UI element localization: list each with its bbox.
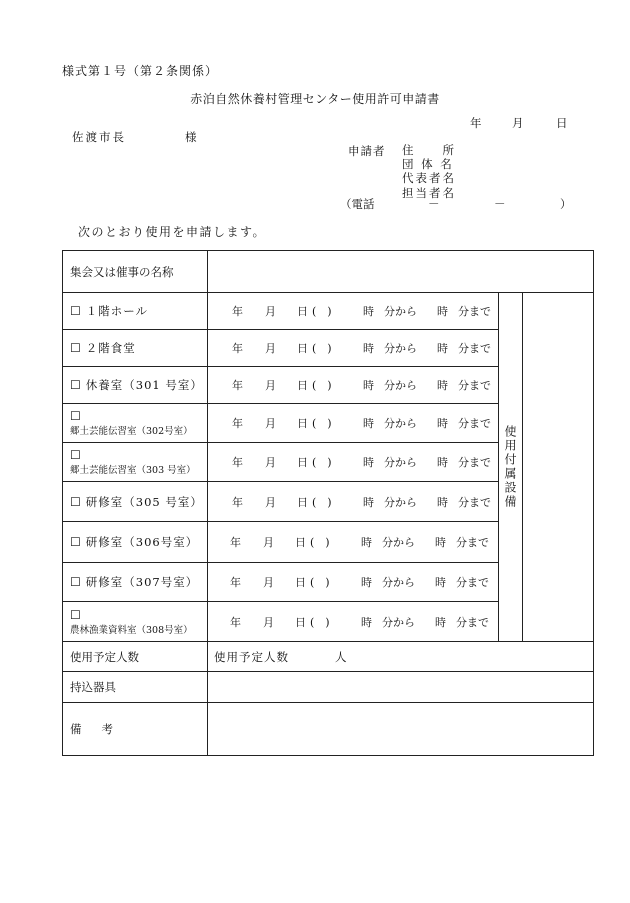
phone-close: ） <box>560 197 572 211</box>
phone-open: （電話 <box>340 197 375 211</box>
brought-items-field[interactable] <box>208 672 594 703</box>
applicant-contact-label: 担当者名 <box>402 185 456 200</box>
planned-people-field[interactable]: 使用予定人数 人 <box>208 642 594 672</box>
addressee-honorific: 様 <box>185 130 197 144</box>
applicant-info <box>402 143 456 200</box>
room-row-label[interactable]: ☐ 研修室（307号室） <box>63 563 208 602</box>
brought-items-label: 持込器具 <box>63 672 208 703</box>
table-row <box>63 703 594 756</box>
date-day: 日 <box>556 116 568 130</box>
remarks-field[interactable] <box>208 703 594 756</box>
room-row-label[interactable]: ☐ １階ホール <box>63 293 208 330</box>
room-row-label[interactable]: ☐郷土芸能伝習室（302号室） <box>63 404 208 443</box>
checkbox[interactable]: ☐ <box>70 494 82 509</box>
equipment-label-cell <box>499 293 523 642</box>
room-row-label[interactable]: ☐ 研修室（305 号室） <box>63 482 208 522</box>
checkbox[interactable]: ☐ <box>70 378 82 392</box>
date-month: 月 <box>512 116 524 130</box>
event-name-label: 集会又は催事の名称 <box>63 251 208 293</box>
table-row <box>63 642 594 672</box>
checkbox[interactable]: ☐ <box>70 575 82 589</box>
checkbox[interactable]: ☐ <box>70 607 81 622</box>
applicant-representative-label: 代表者名 <box>402 171 456 186</box>
room-row-label[interactable]: ☐農林漁業資料室（308号室） <box>63 602 208 642</box>
time-field[interactable]: 年 月 日 ( ) 時 分から 時 分まで <box>208 404 499 443</box>
time-field[interactable]: 年 月 日 ( ) 時 分から 時 分まで <box>208 563 499 602</box>
remarks-label: 備考 <box>63 703 208 756</box>
applicant-address-label: 住 所 <box>402 143 456 157</box>
application-table <box>62 250 594 756</box>
table-row <box>63 293 594 330</box>
time-field[interactable]: 年 月 日 ( ) 時 分から 時 分まで <box>208 330 499 367</box>
addressee-name: 佐渡市長 <box>72 130 126 144</box>
checkbox[interactable]: ☐ <box>70 409 81 423</box>
checkbox[interactable]: ☐ <box>70 535 82 549</box>
equipment-label: 使用付属設備 <box>503 425 517 509</box>
room-row-label[interactable]: ☐ 休養室（301 号室） <box>63 367 208 404</box>
phone-dash-2: － <box>494 197 506 211</box>
form-number: 様式第１号（第２条関係） <box>62 64 219 78</box>
checkbox[interactable]: ☐ <box>70 448 81 462</box>
date-year: 年 <box>470 116 482 130</box>
time-field[interactable]: 年 月 日 ( ) 時 分から 時 分まで <box>208 522 499 563</box>
time-field[interactable]: 年 月 日 ( ) 時 分から 時 分まで <box>208 293 499 330</box>
table-row <box>63 672 594 703</box>
applicant-group-label: 団 体 名 <box>402 157 454 172</box>
checkbox[interactable]: ☐ <box>70 341 82 355</box>
event-name-field[interactable] <box>208 251 594 293</box>
time-field[interactable]: 年 月 日 ( ) 時 分から 時 分まで <box>208 602 499 642</box>
planned-people-label: 使用予定人数 <box>63 642 208 672</box>
phone-dash-1: － <box>428 197 440 211</box>
applicant-label: 申請者 <box>348 144 386 158</box>
intro-text: 次のとおり使用を申請します。 <box>78 225 267 239</box>
time-field[interactable]: 年 月 日 ( ) 時 分から 時 分まで <box>208 482 499 522</box>
room-row-label[interactable]: ☐ ２階食堂 <box>63 330 208 367</box>
people-unit: 人 <box>335 649 348 664</box>
room-row-label[interactable]: ☐ 研修室（306号室） <box>63 522 208 563</box>
document-title: 赤泊自然休養村管理センター使用許可申請書 <box>190 92 440 106</box>
time-field[interactable]: 年 月 日 ( ) 時 分から 時 分まで <box>208 443 499 482</box>
room-row-label[interactable]: ☐郷土芸能伝習室（303 号室） <box>63 443 208 482</box>
checkbox[interactable]: ☐ <box>70 304 82 318</box>
table-row <box>63 251 594 293</box>
equipment-field[interactable] <box>523 293 594 642</box>
time-field[interactable]: 年 月 日 ( ) 時 分から 時 分まで <box>208 367 499 404</box>
